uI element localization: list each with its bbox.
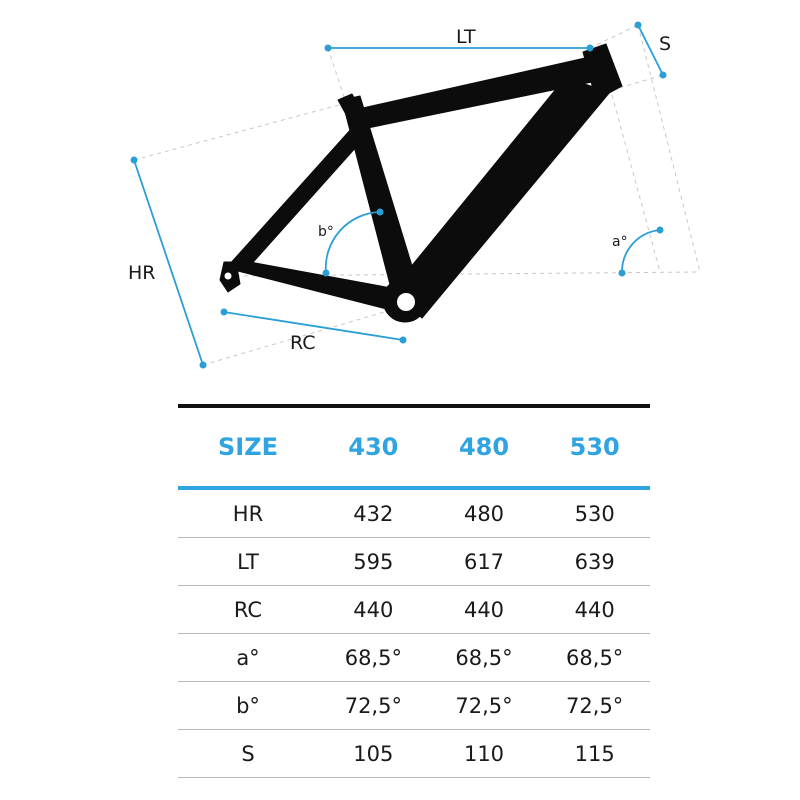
cell-value: 68,5° (566, 645, 624, 670)
b-angle-label: b° (318, 224, 334, 240)
cell-value: 72,5° (455, 693, 513, 718)
table-row-b-angle (178, 682, 650, 730)
cell-value: 68,5° (455, 645, 513, 670)
cell-value: 68,5° (344, 645, 402, 670)
cell-value: 72,5° (566, 693, 624, 718)
cell-value: 440 (574, 597, 615, 622)
row-label: a° (236, 645, 260, 670)
table-row-s (178, 730, 650, 778)
bike-frame (220, 44, 622, 322)
row-label: b° (236, 693, 260, 718)
s-label: S (659, 33, 672, 55)
lt-label: LT (456, 26, 476, 48)
header-430: 430 (348, 433, 399, 461)
cell-value: 105 (353, 741, 394, 766)
cell-value: 530 (574, 501, 615, 526)
a-angle-label: a° (612, 234, 628, 250)
b-angle-arc (326, 212, 380, 273)
cell-value: 639 (574, 549, 615, 574)
row-label: RC (233, 597, 263, 622)
header-530: 530 (569, 433, 620, 461)
table-row-a-angle (178, 634, 650, 682)
header-size: SIZE (217, 433, 278, 461)
geometry-table (178, 404, 650, 778)
cell-value: 72,5° (344, 693, 402, 718)
table-header-row (178, 408, 650, 486)
hr-label: HR (128, 262, 156, 284)
cell-value: 617 (463, 549, 505, 574)
bottom-bracket-hole (397, 293, 415, 311)
table-row-hr (178, 490, 650, 538)
row-label: LT (237, 549, 259, 574)
cell-value: 595 (353, 549, 394, 574)
table-row-lt (178, 538, 650, 586)
cell-value: 110 (463, 741, 505, 766)
row-label: S (241, 741, 255, 766)
row-label: HR (232, 501, 264, 526)
table-row-rc (178, 586, 650, 634)
cell-value: 440 (353, 597, 394, 622)
cell-value: 432 (353, 501, 394, 526)
cell-value: 440 (463, 597, 505, 622)
cell-value: 115 (574, 741, 615, 766)
rear-axle-hole (225, 273, 232, 280)
cell-value: 480 (463, 501, 505, 526)
rc-label: RC (290, 332, 316, 354)
header-480: 480 (458, 433, 510, 461)
